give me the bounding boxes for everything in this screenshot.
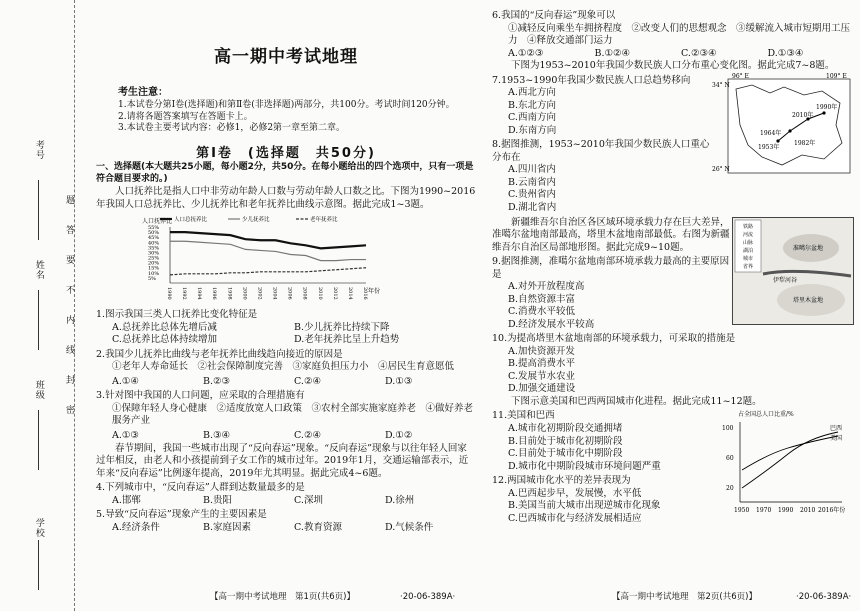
option: B.提高消费水平 [508,358,576,370]
option: A.①③ [112,430,139,441]
question-10 [492,333,854,396]
x-tick: 2010 [316,287,323,300]
option: C.西南方向 [508,112,556,124]
footer-page-1: 【高一期中考试地理 第1页(共6页)】 [210,592,355,602]
map-label: 准噶尔盆地 [793,244,824,252]
option: A.城市化初期阶段交通拥堵 [508,423,623,434]
option: C.消费水平较低 [508,306,575,318]
x-tick: 2012 [331,287,338,300]
series-label: 巴西 [830,425,843,433]
option: D.①② [385,430,413,441]
y-tick: 20 [726,485,734,493]
section-instruction: 一、选择题(本大题共25小题，每小题2分，共50分。在每小题给出的四个选项中，只有一项是符合题目要求的。) [96,162,474,185]
option: C.深圳 [294,494,323,506]
x-tick: 2016年份 [818,507,846,515]
questions-4-5 [96,482,476,534]
x-tick: 2014 [346,287,353,300]
question [96,349,476,374]
x-tick: 1996 [211,287,218,300]
lat-top: 34° N [712,81,730,89]
option: B.目前处于城市化初期阶段 [508,435,623,447]
center-point [788,129,791,132]
series-line [170,268,366,275]
legend-item: 湖泊 [743,247,754,254]
option: C.巴西城市化与经济发展相适应 [508,512,642,524]
option: A.加快资源开发 [508,345,575,357]
intro-7: 下图为1953~2010年我国少数民族人口分布重心变化图。据此完成7~8题。 [511,60,835,72]
question-6 [492,10,854,60]
xinjiang-terrain-map [732,217,854,325]
seal-char: 线 [66,346,76,356]
seal-char: 不 [66,286,76,296]
legend-item: 铁路 [743,223,754,230]
dependency-ratio-svg [136,215,386,307]
y-tick: 100 [722,425,734,433]
option: B.①②④ [594,47,631,59]
year-label: 2010年 [792,111,814,119]
class-line [38,410,39,470]
question [96,376,476,389]
legend-item: 河流 [743,231,754,238]
x-tick: 1998 [226,287,233,300]
question-stem: 10.为提高塔里木盆地南部的环境承载力，可采取的措施是 [492,333,736,345]
option: C.贵州省内 [508,189,556,201]
option: B.③④ [203,430,231,441]
option: A.西北方向 [508,87,556,99]
notice-line: 1.本试卷分第Ⅰ卷(选择题)和第Ⅱ卷(非选择题)两部分，共100分。考试时间120分钟。 [118,99,455,110]
x-axis-label: 年份 [368,288,381,296]
question [96,509,476,534]
urbanization-chart [718,408,854,518]
question-stem: 9.据图推测，准噶尔盆地南部环境承载力最高的主要原因是 [492,256,730,280]
school-label: 学校 [33,518,44,538]
legend-item: 省界 [743,263,754,270]
option: D.徐州 [385,494,415,506]
question [96,390,476,428]
name-line [38,290,39,350]
option: A.①④ [112,375,139,387]
year-label: 1990年 [816,103,838,111]
question-stem: 5.导致“反向春运”现象产生的主要因素是 [96,509,267,521]
option: B.家庭因素 [203,521,252,533]
lat-bottom: 26° N [712,165,730,173]
y-tick: 55% [148,225,160,232]
legend-item: 山脉 [743,239,754,246]
series-line [170,241,366,260]
option: B.云南省内 [508,176,557,188]
intro-paragraph: 人口抚养比是指人口中非劳动年龄人口数与劳动年龄人口数之比。下图为1990~2016年我国人口总抚养比、少儿抚养比和老年抚养比曲线示意图。据此完成1~3题。 [96,186,476,210]
y-tick: 45% [148,235,160,242]
lon-left: 96° E [732,72,749,80]
map-label: 伊犁河谷 [773,276,798,284]
x-tick: 2010 [800,507,816,515]
seal-char: 密 [66,406,76,416]
footer-code-2: ·20-06-389A· [796,592,852,602]
option: B.美国当前大城市出现逆城市化现象 [508,500,661,512]
brazil-line [742,432,838,488]
intro-11: 下图示意美国和巴西两国城市化进程。据此完成11~12题。 [511,395,762,407]
question-stem: 3.针对图中我国的人口问题，应采取的合理措施有 [96,390,305,402]
y-tick: 35% [148,245,160,252]
question [96,482,476,507]
legend-label: 少儿抚养比 [242,217,270,224]
right-column [492,8,854,525]
y-tick: 25% [148,255,160,262]
notice-block [96,86,476,135]
x-tick: 1990 [166,287,172,300]
notice-line: 2.请将各题答案填写在答题卡上。 [118,111,253,122]
series-line [170,232,366,248]
option: C.目前处于城市化中期阶段 [508,448,623,460]
legend-item: 城市 [743,255,754,262]
option: A.四川省内 [508,164,556,176]
seal-dashed-line [74,0,75,611]
y-tick: 10% [148,271,160,278]
y-tick: 60 [726,455,734,463]
y-tick: 50% [148,230,160,237]
option: C.②④ [294,375,321,387]
section-heading: 第Ⅰ卷 (选择题 共50分) [196,146,376,162]
option: B.②③ [203,375,231,387]
option: D.①③④ [767,47,804,59]
intro-paragraph-2: 春节期间，我国一些城市出现了“反向春运”现象。“反向春运”现象与以往年轻人回家过年相反，由老人和小孩提前到子女工作的城市过年。2019年1月，交通运输部表示，近年来“反向春运”比例逐年提高，2019年尤其明显。据此完成4~6题。 [96,442,469,479]
school-line [38,540,39,590]
option: D.经济发展水平较高 [508,318,595,330]
option: A.总抚养比总体先增后减 [112,321,217,333]
year-label: 1982年 [794,139,816,147]
option: B.少儿抚养比持续下降 [294,321,390,333]
chart2-title: 占全国总人口比重/% [738,411,794,419]
option: ①减轻反向乘坐车拥挤程度 ②改变人们的思想观念 ③缓解流入城市短期用工压力 ④释放交通部门运力 [508,22,851,47]
option: D.气候条件 [385,521,434,533]
footer-page-2: 【高一期中考试地理 第2页(共6页)】 [612,592,757,602]
option: B.东北方向 [508,99,557,111]
xinjiang-terrain-svg [733,218,853,324]
option: D.①③ [385,375,413,387]
seal-char: 要 [66,256,76,266]
option: ①老年人寿命延长 ②社会保障制度完善 ③家庭负担压力小 ④居民生育意愿低 [112,361,455,373]
ethnic-center-map-svg [712,73,852,177]
option: C.发展节水农业 [508,370,575,382]
y-tick: 30% [148,250,160,257]
option: D.加强交通建设 [508,383,576,395]
question-stem: 4.下列城市中，“反向春运”人群到达数量最多的是 [96,482,305,494]
name-label: 姓名 [33,260,44,280]
map-label: 塔里木盆地 [793,296,824,304]
footer-code-1: ·20-06-389A· [400,592,456,602]
option: A.对外开放程度高 [508,281,585,293]
question [96,430,476,443]
question-12 [492,475,718,525]
ethnic-center-map [712,73,852,177]
y-tick: 15% [148,265,160,272]
option: C.②③④ [681,47,717,59]
page-title: 高一期中考试地理 [214,47,358,67]
question-11 [492,410,718,473]
series-label: 美国 [830,435,843,443]
x-tick: 1950 [734,507,750,515]
lon-right: 109° E [826,72,847,80]
intro-9: 新疆维吾尔自治区各区域环境承载力存在巨大差异，准噶尔盆地南部最高，塔里木盆地南部最低。右图为新疆维吾尔自治区局部地形图。据此完成9~10题。 [492,216,730,253]
binding-strip [0,0,92,611]
question [96,309,476,347]
y-tick: 40% [148,240,160,247]
y-axis-label: 人口抚养比 [142,218,173,226]
option: ①保障年轻人身心健康 ②适度放宽人口政策 ③农村全部实施家庭养老 ④做好养老服务产业 [112,402,474,427]
x-tick: 2002 [256,287,263,300]
x-tick: 1992 [181,287,188,300]
y-tick: 20% [148,260,160,267]
exam-number-line [38,180,39,240]
option: A.经济条件 [112,521,160,533]
left-column [96,12,476,534]
notice-title: 考生注意： [118,87,168,99]
legend-label: 老年抚养比 [310,217,338,224]
notice-line: 3.本试卷主要考试内容：必修1，必修2第一章至第二章。 [118,123,346,134]
legend-label: 人口总抚养比 [174,217,208,224]
option: A.邯郸 [112,494,141,506]
question-stem: 8.据图推测，1953~2010年我国少数民族人口重心分布在 [492,139,710,163]
year-label: 1964年 [760,129,782,137]
option: C.②④ [294,430,321,441]
question-stem: 6.我国的“反向春运”现象可以 [492,10,616,21]
question-stem: 11.美国和巴西 [492,410,555,422]
question-stem: 7.1953~1990年我国少数民族人口总趋势移向 [492,74,691,86]
x-tick: 2000 [241,287,248,300]
urbanization-chart-svg [718,408,854,518]
option: A.①②③ [508,47,544,59]
option: D.湖北省内 [508,201,557,213]
class-label: 班级 [33,380,44,400]
question-stem: 2.我国少儿抚养比曲线与老年抚养比曲线趋向接近的原因是 [96,348,343,360]
year-label: 1953年 [758,143,780,151]
seal-char: 题 [66,196,76,206]
question-stem: 12.两国城市化水平的差异表现为 [492,475,631,487]
option: D.东南方向 [508,124,557,136]
option: C.教育资源 [294,521,342,533]
questions-1-3 [96,309,476,442]
x-tick: 1990 [778,507,794,515]
x-tick: 2016 [362,287,368,300]
x-tick: 1994 [196,287,203,300]
seal-char: 封 [66,376,76,386]
x-tick: 2006 [286,287,293,300]
seal-char: 答 [66,226,76,236]
question-9 [492,256,730,331]
x-tick: 1970 [756,507,772,515]
dependency-ratio-chart [136,215,386,307]
option: B.贵阳 [203,494,233,506]
y-tick: 5% [148,276,156,283]
center-point [822,111,825,114]
option: C.总抚养比总体持续增加 [112,334,217,346]
question-stem: 1.图示我国三类人口抚养比变化特征是 [96,309,258,321]
x-tick: 2004 [271,287,278,300]
seal-char: 内 [66,316,76,326]
option: A.巴西起步早，发展慢，水平低 [508,487,642,499]
option: B.自然资源丰富 [508,293,576,305]
center-point [776,139,779,142]
exam-number-label: 考号 [33,140,44,160]
option: D.老年抚养比呈上升趋势 [294,334,400,346]
option: D.城市化中期阶段城市环境问题严重 [508,460,661,472]
question-7 [492,75,712,138]
x-tick: 2008 [301,287,308,300]
question-8 [492,139,712,214]
